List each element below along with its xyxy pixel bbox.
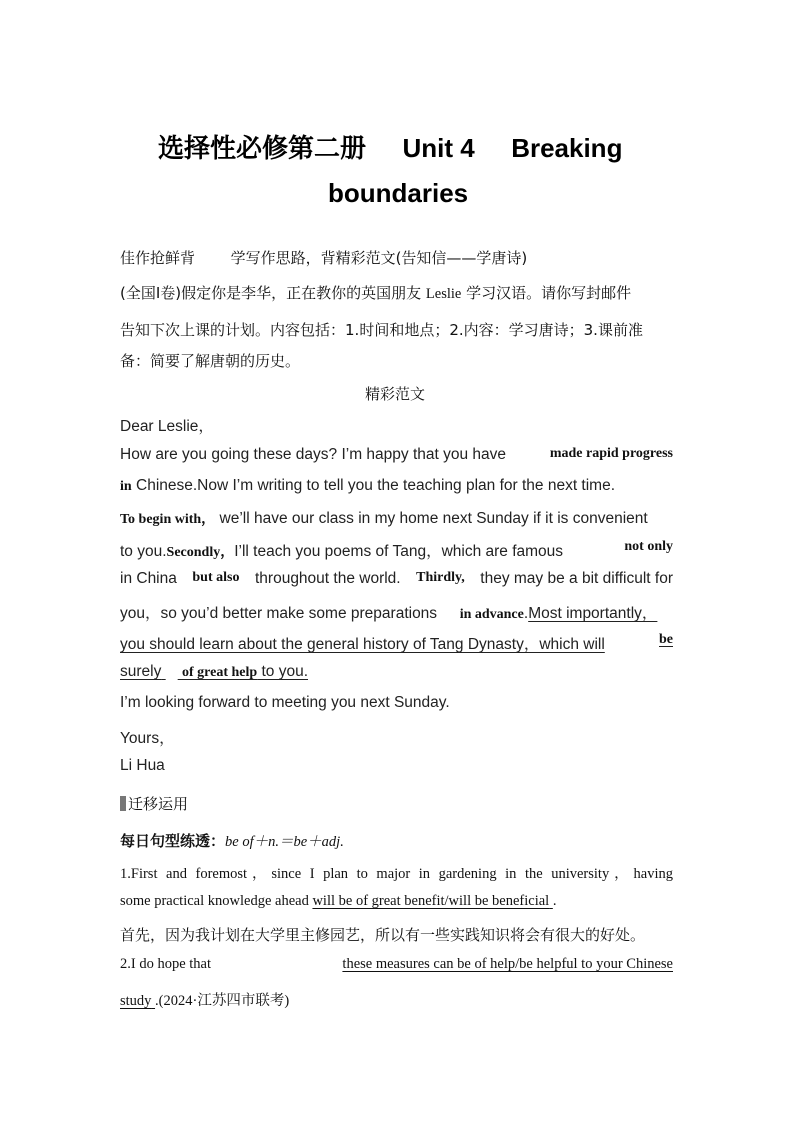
- text: throughout the world.: [254, 570, 401, 587]
- q2-line-1: [120, 956, 673, 973]
- text: I’ll teach you poems of Tang，which are famous: [234, 543, 564, 560]
- section-marker-icon: [120, 796, 126, 811]
- pattern-label: 每日句型练透：: [120, 832, 226, 850]
- practice-title: 迁移运用: [128, 795, 189, 813]
- prompt-rest: 学习汉语。请你写封邮件: [466, 284, 632, 302]
- prompt-line-2: 告知下次上课的计划。内容包括：1.时间和地点；2.内容：学习唐诗；3.课前准: [120, 321, 643, 339]
- letter-line-7: [120, 632, 673, 654]
- pattern-formula: be of＋n.＝be＋adj.: [225, 834, 344, 850]
- text: .: [523, 605, 529, 622]
- text: they may be a bit difficult for: [480, 570, 673, 587]
- bold-phrase: but also: [192, 570, 240, 585]
- bold-phrase: of great help: [181, 665, 258, 680]
- q1-answer: will be of great benefit/will be beneficial: [312, 893, 550, 909]
- practice-header: [120, 793, 188, 814]
- letter-closing: I’m looking forward to meeting you next Sunday.: [120, 694, 450, 711]
- q2-answer: these measures can be of help/be helpful to your Chinese: [342, 956, 673, 972]
- underlined-phrase: to you.: [261, 663, 309, 680]
- underlined-phrase: surely: [120, 663, 162, 680]
- letter-line-6: [120, 601, 657, 623]
- title-cn: 选择性必修第二册: [158, 133, 367, 163]
- prompt-line-1: [120, 282, 631, 303]
- model-heading: 精彩范文: [365, 385, 426, 403]
- title-unit: Unit 4: [402, 133, 475, 163]
- q1-text: some practical knowledge ahead: [120, 893, 309, 909]
- letter-line-8: [120, 663, 308, 681]
- bold-phrase: in advance: [459, 607, 524, 622]
- bold-phrase: made rapid progress: [549, 446, 673, 461]
- letter-salutation: Dear Leslie，: [120, 418, 214, 435]
- title-topic-a: Breaking: [511, 133, 623, 163]
- bold-phrase: Secondly，: [166, 545, 235, 560]
- prompt-name: Leslie: [425, 286, 462, 302]
- q1-period: .: [552, 893, 557, 909]
- section-heading: [120, 247, 527, 268]
- text: Chinese.Now I’m writing to tell you the teaching plan for the next time.: [136, 477, 616, 494]
- section-label: 佳作抢鲜背: [120, 249, 196, 267]
- prompt-src: (全国Ⅰ卷)假定你是李华，正在教你的英国朋友: [120, 284, 422, 302]
- bold-phrase: be: [659, 632, 673, 647]
- page-title: [158, 128, 622, 165]
- underlined-phrase: Most importantly，: [528, 605, 658, 622]
- underlined-phrase: you should learn about the general history of Tang Dynasty，which will: [120, 636, 605, 653]
- q1-translation: 首先，因为我计划在大学里主修园艺，所以有一些实践知识将会有很大的好处。: [120, 926, 646, 944]
- letter-line-2: [120, 477, 615, 495]
- bold-phrase: To begin with，: [120, 512, 216, 527]
- prompt-line-3: 备：简要了解唐朝的历史。: [120, 352, 301, 370]
- section-desc: 学写作思路，背精彩范文(告知信——学唐诗): [230, 249, 528, 267]
- text: in China: [120, 570, 177, 587]
- letter-yours: Yours，: [120, 730, 175, 747]
- bold-phrase: in: [120, 479, 132, 494]
- letter-line-4: [120, 539, 673, 561]
- bold-phrase: Thirdly,: [416, 570, 465, 585]
- bold-phrase: not only: [624, 539, 673, 554]
- q2-answer-cont: study: [120, 993, 152, 1009]
- q1-line-2: [120, 893, 556, 910]
- letter-line-3: [120, 508, 648, 528]
- title-topic-b: boundaries: [328, 178, 469, 208]
- pattern-line: [120, 830, 344, 851]
- text: you，so you’d better make some preparations: [120, 605, 438, 622]
- letter-signature: Li Hua: [120, 757, 165, 774]
- q2-text: 2.I do hope that: [120, 956, 212, 972]
- text: we’ll have our class in my home next Sunday if it is convenient: [219, 510, 648, 527]
- q2-source: .(2024·江苏四市联考): [155, 993, 290, 1009]
- text: How are you going these days? I’m happy that you have: [120, 446, 507, 463]
- text: to you.: [120, 543, 167, 560]
- q2-line-2: [120, 989, 289, 1010]
- q1-line-1: 1.First and foremost，since I plan to major in gardening in the university，having: [120, 866, 673, 882]
- letter-line-5: [120, 570, 673, 588]
- letter-line-1: [120, 446, 673, 464]
